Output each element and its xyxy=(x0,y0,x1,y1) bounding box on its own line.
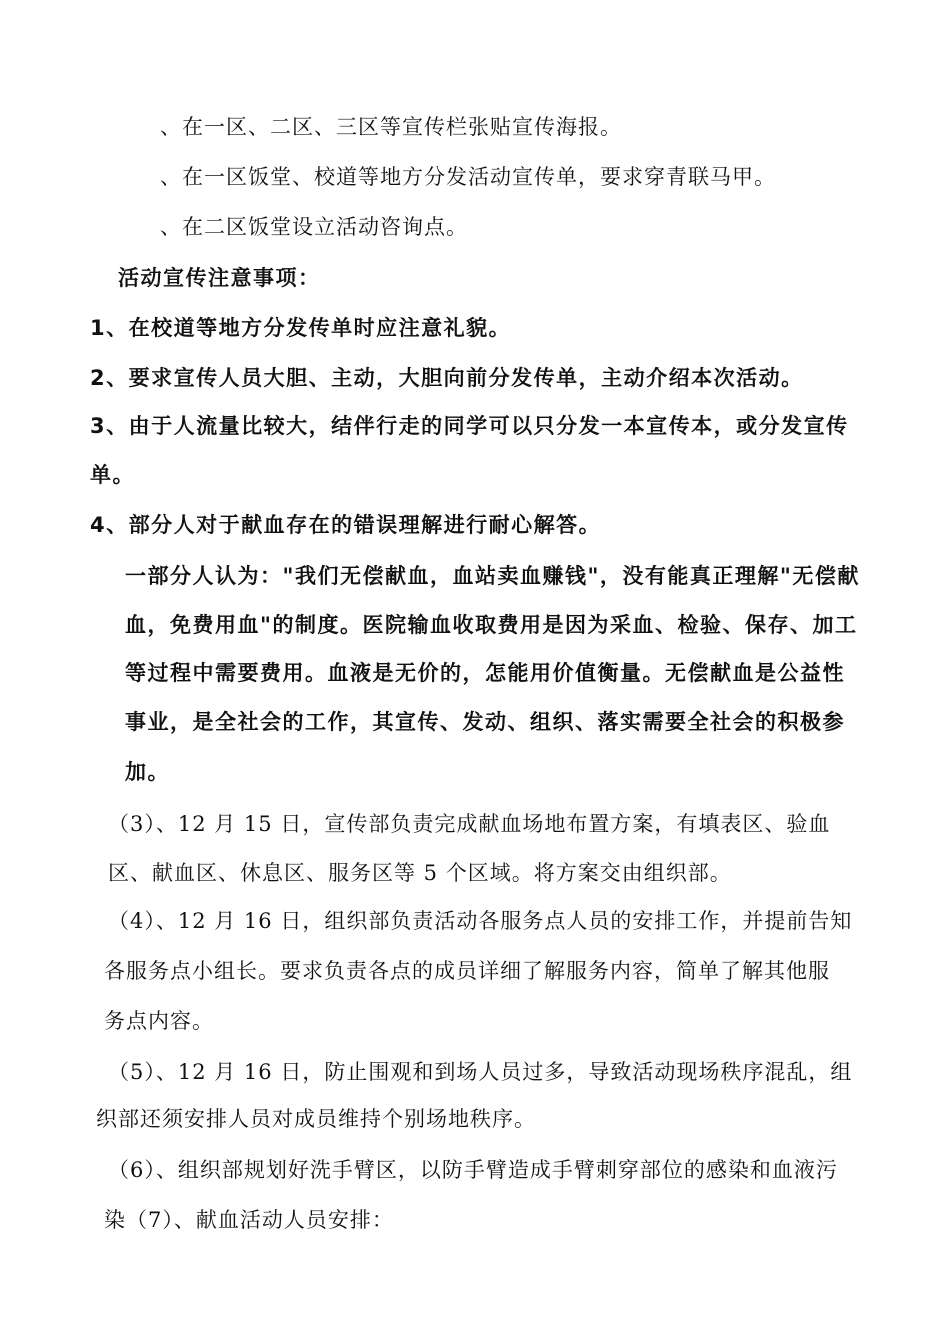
schedule-item: （4）、12 月 16 日，组织部负责活动各服务点人员的安排工作，并提前告知 xyxy=(108,909,853,933)
note-item: 3、由于人流量比较大，结伴行走的同学可以只分发一本宣传本，或分发宣传 xyxy=(90,414,849,438)
schedule-item-continuation: 染（7）、献血活动人员安排： xyxy=(104,1208,394,1232)
schedule-item: （3）、12 月 15 日，宣传部负责完成献血场地布置方案，有填表区、验血 xyxy=(108,812,831,836)
schedule-item-continuation: 织部还须安排人员对成员维持个别场地秩序。 xyxy=(96,1107,536,1131)
note-item: 2、要求宣传人员大胆、主动，大胆向前分发传单，主动介绍本次活动。 xyxy=(90,366,804,390)
schedule-item-continuation: 务点内容。 xyxy=(104,1009,214,1033)
explanation-line: 血，免费用血"的制度。医院输血收取费用是因为采血、检验、保存、加工 xyxy=(125,613,858,637)
explanation-line: 一部分人认为："我们无偿献血，血站卖血赚钱"，没有能真正理解"无偿献 xyxy=(125,564,860,588)
note-item: 1、在校道等地方分发传单时应注意礼貌。 xyxy=(90,316,512,340)
schedule-item: （5）、12 月 16 日，防止围观和到场人员过多，导致活动现场秩序混乱，组 xyxy=(108,1060,853,1084)
bullet-line: 、在一区饭堂、校道等地方分发活动宣传单，要求穿青联马甲。 xyxy=(160,165,776,189)
notes-heading: 活动宣传注意事项： xyxy=(118,266,321,290)
explanation-line: 加。 xyxy=(125,760,170,784)
schedule-item: （6）、组织部规划好洗手臂区，以防手臂造成手臂刺穿部位的感染和血液污 xyxy=(108,1158,838,1182)
explanation-line: 事业，是全社会的工作，其宣传、发动、组织、落实需要全社会的积极参 xyxy=(125,710,845,734)
bullet-line: 、在一区、二区、三区等宣传栏张贴宣传海报。 xyxy=(160,115,622,139)
schedule-item-continuation: 各服务点小组长。要求负责各点的成员详细了解服务内容，简单了解其他服 xyxy=(104,959,830,983)
schedule-item-continuation: 区、献血区、休息区、服务区等 5 个区域。将方案交由组织部。 xyxy=(108,861,732,885)
note-item-continuation: 单。 xyxy=(90,463,135,487)
note-item: 4、部分人对于献血存在的错误理解进行耐心解答。 xyxy=(90,513,602,537)
explanation-line: 等过程中需要费用。血液是无价的，怎能用价值衡量。无偿献血是公益性 xyxy=(125,661,845,685)
bullet-line: 、在二区饭堂设立活动咨询点。 xyxy=(160,215,468,239)
